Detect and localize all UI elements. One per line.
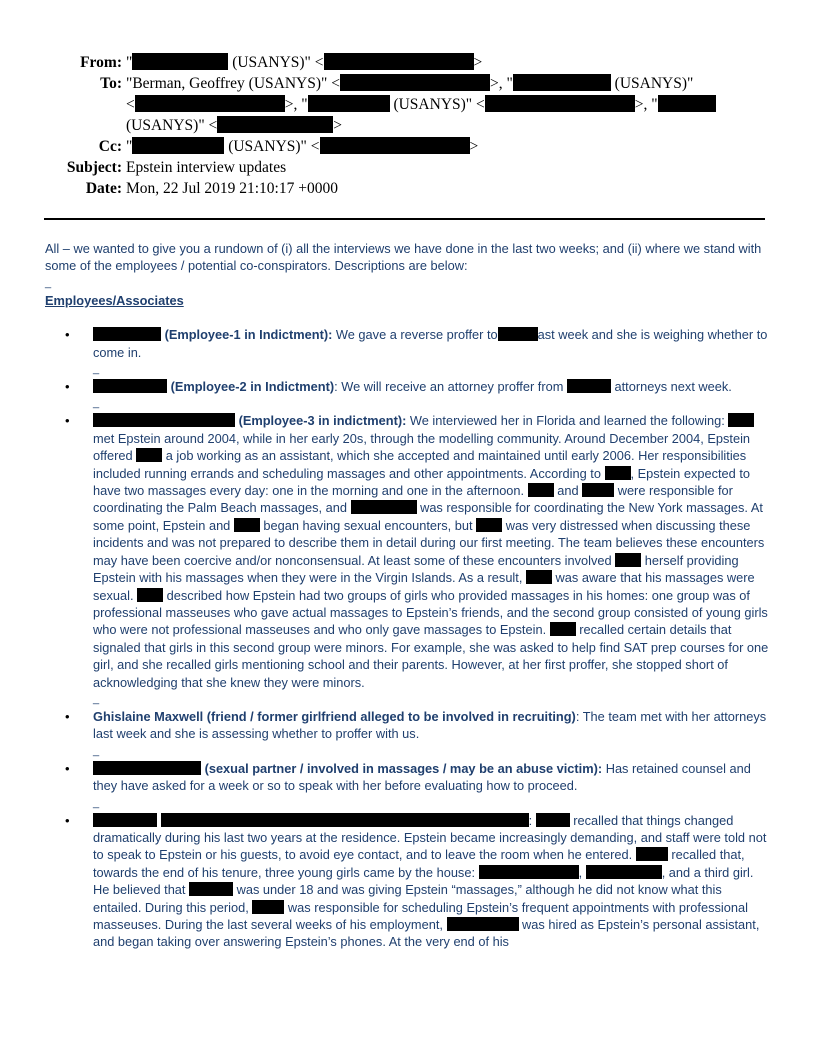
to-row (40, 73, 770, 136)
redaction-box (189, 882, 233, 896)
bullet-icon: • (65, 413, 70, 429)
bullet-icon: • (65, 812, 70, 828)
redaction-box (536, 813, 570, 827)
redaction-box (217, 116, 333, 133)
to-name-1: "Berman, Geoffrey (USANYS)" < (126, 75, 340, 92)
subject-row (40, 157, 770, 178)
from-label: From: (80, 54, 122, 71)
redaction-box (528, 483, 554, 497)
date-label: Date: (85, 180, 122, 197)
date-row (40, 178, 770, 199)
email-body (45, 240, 771, 951)
subject-value: Epstein interview updates (126, 159, 287, 176)
redaction-box (658, 95, 716, 112)
bullet-label: Ghislaine Maxwell (friend / former girlfriend alleged to be involved in recruiting) (93, 708, 576, 724)
redaction-box (550, 622, 576, 636)
redaction-box (476, 518, 502, 532)
redaction-box (93, 327, 161, 341)
cc-row: Cc: " (USANYS)" < > (40, 136, 770, 157)
redaction-box (93, 761, 201, 775)
redaction-box (526, 570, 552, 584)
cc-bracket: > (469, 138, 479, 155)
redaction-box (586, 865, 662, 879)
from-value: (USANYS)" < (232, 54, 324, 71)
redaction-box (615, 553, 641, 567)
cc-value: (USANYS)" < (228, 138, 320, 155)
list-item: • (Employee-2 in Indictment): We will receive an attorney proffer from attorneys next week. (65, 379, 732, 395)
redaction-box (485, 95, 635, 112)
redaction-box (234, 518, 260, 532)
to-label: To: (100, 75, 122, 92)
redaction-box (351, 500, 417, 514)
email-header (40, 52, 770, 199)
bullet-icon: • (65, 760, 70, 776)
bullet-icon: • (65, 379, 70, 395)
bullet-icon: • (65, 708, 70, 724)
list-item: • (sexual partner / involved in massages / may be an abuse victim): Has retained counsel and they have asked for a week or so to speak with her before evaluating how to proceed. (65, 760, 751, 794)
redaction-box (308, 95, 390, 112)
to-bracket: > (333, 117, 343, 134)
redaction-box (132, 137, 224, 154)
header-divider (44, 218, 765, 220)
redaction-box (498, 327, 538, 341)
from-row: From: " (USANYS)" < > (40, 52, 770, 73)
redaction-box (324, 53, 474, 70)
subject-label: Subject: (66, 159, 122, 176)
redaction-box (567, 379, 611, 393)
redaction-box (137, 588, 163, 602)
to-name-4: (USANYS)" < (126, 117, 218, 134)
bullet-icon: • (65, 327, 70, 343)
redaction-box (636, 847, 668, 861)
to-name-2: (USANYS)" (614, 75, 694, 92)
redaction-box (93, 413, 235, 427)
redaction-box (605, 466, 631, 480)
to-separator: >, " (489, 75, 513, 92)
redaction-box (320, 137, 470, 154)
bullet-label: (Employee-1 in Indictment): (164, 327, 333, 343)
section-heading: Employees/Associates (45, 292, 184, 308)
redaction-box (135, 95, 285, 112)
redaction-box (728, 413, 754, 427)
date-value: Mon, 22 Jul 2019 21:10:17 +0000 (126, 180, 338, 197)
redaction-box (252, 900, 284, 914)
list-item: • Ghislaine Maxwell (friend / former girlfriend alleged to be involved in recruiting): The team met with her attorneys last week and she is assessing whether to proffer with us. (65, 708, 767, 742)
list-item: • (Employee-3 in indictment): We interviewed her in Florida and learned the following: met Epstein around 2004, while in her early 20s, through the modelling community. Around December 2004, Epstein offered a job working as an assistant, which she accepted and maintained until early 2006. Her responsibilities included running errands and scheduling massages and other appointments. According to , Epstein expected to have two massages every day: one in the morning and one in the afternoon. and were responsible for coordinating the Palm Beach massages, and was responsible for coordinating the New York massages. At some point, Epstein and began having sexual encounters, but was very distressed when discussing these incidents and was not prepared to describe them in detail during our first meeting. The team believes these encounters may have been coercive and/or nonconsensual. At least some of these encounters involved herself providing Epstein with his massages when they were in the Virgin Islands. As a result, was aware that his massages were sexual. described how Epstein had two groups of girls who provided massages in his homes: one group was of professional masseuses who gave actual massages to Epstein’s friends, and the second group consisted of young girls who were not professional masseuses and who only gave massages to Epstein. recalled certain details that signaled that girls in this second group were minors. For example, she was asked to help find SAT prep courses for one girl, and she recalled girls mentioning school and their parents. However, at her first proffer, she stopped short of acknowledging that she knew they were minors. (65, 413, 769, 690)
bullet-label: (Employee-3 in indictment): (238, 413, 407, 429)
to-name-3: (USANYS)" < (393, 96, 485, 113)
redaction-box (93, 813, 157, 827)
redaction-box (161, 813, 529, 827)
redaction-box (447, 917, 519, 931)
to-bracket: < (126, 96, 135, 113)
to-separator: >, " (284, 96, 308, 113)
intro-paragraph: All – we wanted to give you a rundown of (i) all the interviews we have done in the last two weeks; and (ii) where we stand with some of the employees / potential co-conspirators. Descriptions are below: (45, 241, 762, 274)
redaction-box (93, 379, 167, 393)
bullet-label: (sexual partner / involved in massages / may be an abuse victim): (204, 760, 603, 776)
redaction-box (136, 448, 162, 462)
redaction-box (479, 865, 579, 879)
redaction-box (513, 74, 611, 91)
redaction-box (340, 74, 490, 91)
redaction-box (582, 483, 614, 497)
bullet-list: • (Employee-1 in Indictment): We gave a reverse proffer to ast week and she is weighing whether to come in. _ • (Employee-2 in Indictment): We will receive an attorney proffer from attorneys next week. _ • (Employee-3 in indictment): We interviewed her in Florida and learned the following: met Epstein around 2004, while in her early 20s, through the modelling community. Around December 2004, Epstein offered a job working as an assistant, which she accepted and maintained until early 2006. Her responsibilities included running errands and scheduling massages and other appointments. According to , Epstein expected to have two massages every day: one in the morning and one in the afternoon. and were responsible for coordinating the Palm Beach massages, and was responsible for coordinating the New York massages. At some point, Epstein and began having sexual encounters, but was very distressed when discussing these incidents and was not prepared to describe them in detail during our first meeting. The team believes these encounters may have been coercive and/or nonconsensual. At least some of these encounters involved herself providing Epstein with his massages when they were in the Virgin Islands. As a result, was aware that his massages were sexual. described how Epstein had two groups of girls who provided massages in his homes: one group was of professional masseuses who gave actual massages to Epstein’s friends, and the second group consisted of young girls who were not professional masseuses and who only gave massages to Epstein. recalled certain details that signaled that girls in this second group were minors. For example, she was asked to help find SAT prep courses for one girl, and she recalled girls mentioning school and their parents. However, at her first proffer, she stopped short of acknowledging that she knew they were minors. _ • Ghislaine Maxwell (friend / former girlfriend alleged to be involved in recruiting): The team met with her attorneys last week and she is assessing whether to proffer with us. _ • (sexual partner / involved in massages / may be an abuse victim): Has retained counsel and they have asked for a week or so to speak with her before evaluating how to proceed. _ • : recalled that things changed dramatically during his last two years at the residence. Epstein became increasingly demanding, and staff were told not to speak to Epstein or his guests, to avoid eye contact, and to leave the room when he entered. recalled that, towards the end of his tenure, three young girls came by the house: , , and a third girl. He believed that was under 18 and was giving Epstein “massages,” although he did not know what this entailed. During this period, was responsible for scheduling Epstein’s frequent appointments with professional masseuses. During the last several weeks of his employment, was hired as Epstein’s personal assistant, and began taking over answering Epstein’s phones. At the very end of his (45, 326, 771, 951)
stub-mark: _ (45, 276, 52, 289)
cc-label: Cc: (98, 138, 122, 155)
bullet-label: (Employee-2 in Indictment) (170, 379, 335, 395)
list-item: • (Employee-1 in Indictment): We gave a reverse proffer to ast week and she is weighing whether to come in. (65, 327, 768, 360)
list-item: • : recalled that things changed dramatically during his last two years at the residence. Epstein became increasingly demanding, and staff were told not to speak to Epstein or his guests, to avoid eye contact, and to leave the room when he entered. recalled that, towards the end of his tenure, three young girls came by the house: , , and a third girl. He believed that was under 18 and was giving Epstein “massages,” although he did not know what this entailed. During this period, was responsible for scheduling Epstein’s frequent appointments with professional masseuses. During the last several weeks of his employment, was hired as Epstein’s personal assistant, and began taking over answering Epstein’s phones. At the very end of his (65, 812, 767, 950)
to-separator: >, " (634, 96, 658, 113)
redaction-box (132, 53, 228, 70)
